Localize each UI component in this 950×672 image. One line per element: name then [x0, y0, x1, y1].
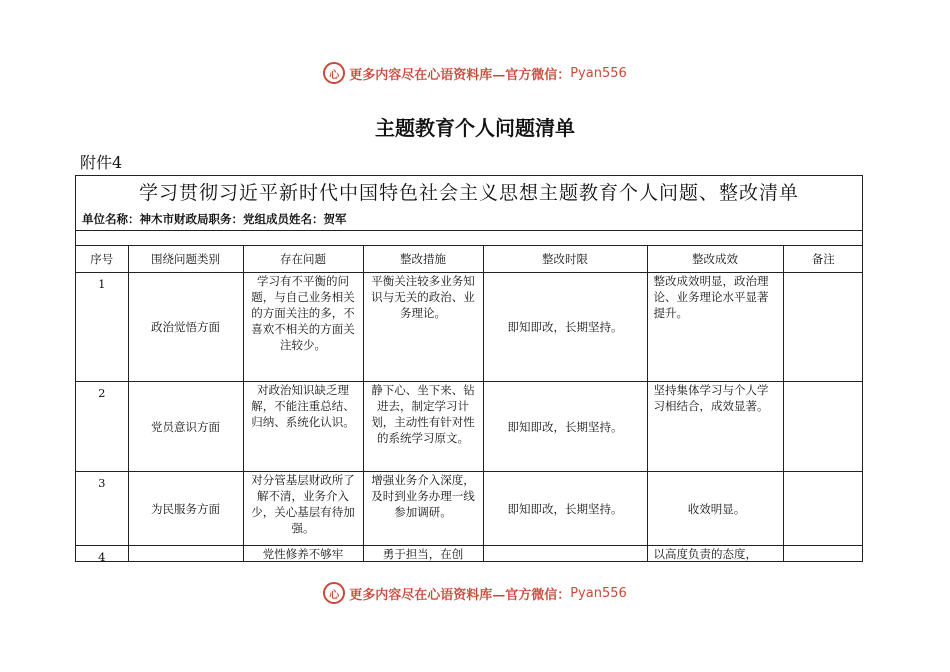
cell-issue: 对分管基层财政所了解不清，业务介入少，关心基层有待加强。 [243, 472, 363, 546]
watermark-banner-top [0, 62, 950, 84]
watermark-text: 更多内容尽在心语资料库—官方微信： [349, 67, 571, 83]
watermark-handle: Pyan556 [570, 585, 627, 601]
header-spacer [76, 231, 862, 245]
cell-seq: 1 [76, 273, 128, 382]
table-row [76, 273, 863, 382]
cell-result: 以高度负责的态度， [647, 546, 783, 563]
cell-time: 即知即改，长期坚持。 [483, 273, 647, 382]
cell-seq: 4 [76, 546, 128, 563]
cell-result: 坚持集体学习与个人学习相结合，成效显著。 [647, 382, 783, 472]
header-note: 备注 [783, 246, 863, 273]
cell-measure: 勇于担当，在创 [363, 546, 483, 563]
cell-category [128, 546, 243, 563]
issue-list-sheet [75, 175, 863, 562]
document-title: 主题教育个人问题清单 [375, 116, 575, 140]
cell-measure: 增强业务介入深度，及时到业务办理一线参加调研。 [363, 472, 483, 546]
table-title: 学习贯彻习近平新时代中国特色社会主义思想主题教育个人问题、整改清单 [138, 182, 799, 204]
table-row [76, 382, 863, 472]
cell-note [783, 546, 863, 563]
cell-category: 政治觉悟方面 [128, 273, 243, 382]
cell-seq: 2 [76, 382, 128, 472]
header-result: 整改成效 [647, 246, 783, 273]
cell-time [483, 546, 647, 563]
unit-info-line: 单位名称：神木市财政局职务：党组成员姓名：贺军 [76, 210, 862, 231]
cell-category: 党员意识方面 [128, 382, 243, 472]
cell-note [783, 472, 863, 546]
cell-measure: 静下心、坐下来、钻进去，制定学习计划，主动性有针对性的系统学习原文。 [363, 382, 483, 472]
cell-result: 收效明显。 [647, 472, 783, 546]
issue-table [76, 245, 863, 562]
cell-note [783, 382, 863, 472]
brand-logo-icon: 心 [323, 62, 345, 84]
table-header-row [76, 246, 863, 273]
cell-issue: 学习有不平衡的问题，与自己业务相关的方面关注的多，不喜欢不相关的方面关注较少。 [243, 273, 363, 382]
cell-note [783, 273, 863, 382]
cell-measure: 平衡关注较多业务知识与无关的政治、业务理论。 [363, 273, 483, 382]
cell-time: 即知即改，长期坚持。 [483, 382, 647, 472]
cell-time: 即知即改，长期坚持。 [483, 472, 647, 546]
watermark-banner-bottom [0, 582, 950, 604]
watermark-handle: Pyan556 [570, 65, 627, 81]
header-measure: 整改措施 [363, 246, 483, 273]
cell-category: 为民服务方面 [128, 472, 243, 546]
cell-result: 整改成效明显，政治理论、业务理论水平显著提升。 [647, 273, 783, 382]
header-issue: 存在问题 [243, 246, 363, 273]
header-category: 围绕问题类别 [128, 246, 243, 273]
header-time: 整改时限 [483, 246, 647, 273]
watermark-text: 更多内容尽在心语资料库—官方微信： [349, 587, 571, 603]
table-row [76, 546, 863, 563]
header-seq: 序号 [76, 246, 128, 273]
cell-seq: 3 [76, 472, 128, 546]
cell-issue: 对政治知识缺乏理解，不能注重总结、归纳、系统化认识。 [243, 382, 363, 472]
brand-logo-icon: 心 [323, 582, 345, 604]
table-row [76, 472, 863, 546]
attachment-label: 附件4 [80, 153, 123, 172]
cell-issue: 党性修养不够牢 [243, 546, 363, 563]
